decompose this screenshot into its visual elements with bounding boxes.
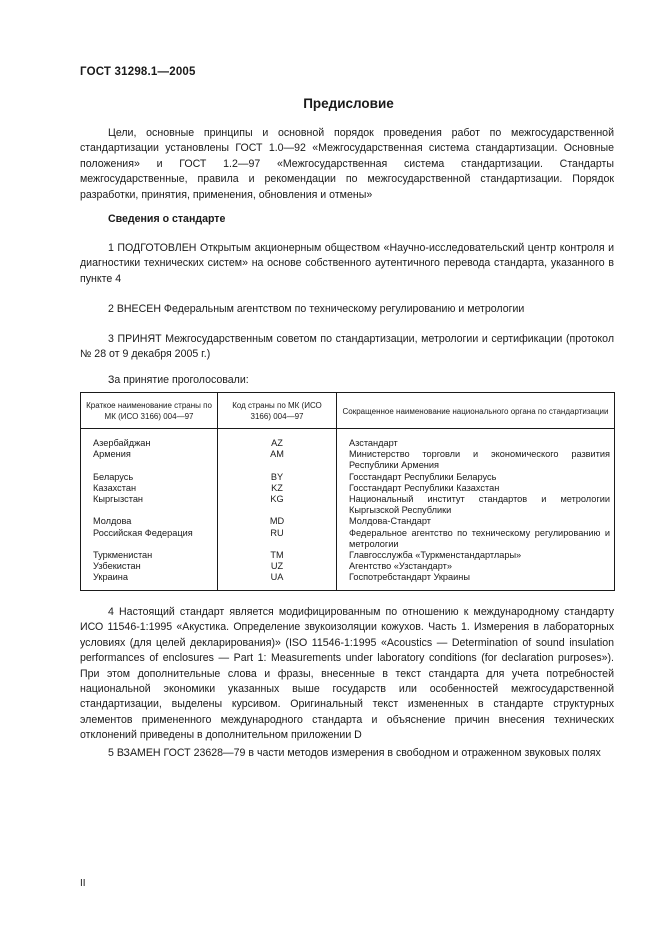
standards-body: Госстандарт Республики Казахстан (337, 483, 615, 494)
country-code: UZ (218, 561, 337, 572)
country-code: MD (218, 516, 337, 527)
country-code: AZ (218, 429, 337, 450)
page-number: II (80, 878, 86, 889)
table-intro: За принятие проголосовали: (108, 374, 249, 386)
header-standards-body: Сокращенное наименование национального органа по стандартизации (337, 393, 615, 429)
item-1-paragraph: 1 ПОДГОТОВЛЕН Открытым акционерным обществом «Научно-исследовательский центр контроля и диагностики технических систем» на основе собственного аутентичного перевода стандарта, указанного в пункте 4 (80, 242, 614, 285)
table-header-row (81, 393, 615, 429)
country-code: TM (218, 550, 337, 561)
table-row (81, 572, 615, 590)
document-header: ГОСТ 31298.1—2005 (80, 66, 196, 78)
standards-body: Госстандарт Республики Беларусь (337, 472, 615, 483)
country-code: BY (218, 472, 337, 483)
section-heading: Сведения о стандарте (108, 213, 226, 225)
country-name: Армения (81, 449, 218, 471)
country-name: Узбекистан (81, 561, 218, 572)
country-name: Кыргызстан (81, 494, 218, 516)
item-4-paragraph: 4 Настоящий стандарт является модифицированным по отношению к международному стандарту ИСО 11546-1:1995 «Акустика. Определение звукоизоляции кожухов. Часть 1. Измерения в лабораторных условиях (для целей декларирования)» (ISO 11546-1:1995 «Acoustics — Determination of sound insulation performances of enclosures — Part 1: Measurements under laboratory conditions (for declaration purposes»). При этом дополнительные слова и фразы, внесенные в текст стандарта для учета потребностей национальной экономики указанных выше государств или особенностей межгосударственной стандартизации, выделены курсивом. Оригинальный текст измененных в стандарте структурных элементов примененного международного стандарта и объяснение причин внесения технических отклонений приведены в дополнительном приложении D (80, 606, 614, 742)
country-code: KZ (218, 483, 337, 494)
standards-body: Главгосслужба «Туркменстандартлары» (337, 550, 615, 561)
header-country-name: Краткое наименование страны по МК (ИСО 3166) 004—97 (81, 393, 218, 429)
country-name: Молдова (81, 516, 218, 527)
standards-body: Молдова-Стандарт (337, 516, 615, 527)
country-name: Туркменистан (81, 550, 218, 561)
country-code: KG (218, 494, 337, 516)
standards-body: Госпотребстандарт Украины (337, 572, 615, 590)
country-code: RU (218, 528, 337, 550)
header-country-code: Код страны по МК (ИСО 3166) 004—97 (218, 393, 337, 429)
standards-body: Министерство торговли и экономического развития Республики Армения (337, 449, 615, 471)
table-row (81, 449, 615, 471)
item-2-paragraph: 2 ВНЕСЕН Федеральным агентством по техническому регулированию и метрологии (108, 303, 525, 315)
country-name: Российская Федерация (81, 528, 218, 550)
standards-body: Азстандарт (337, 429, 615, 450)
table-row (81, 528, 615, 550)
standards-body: Агентство «Узстандарт» (337, 561, 615, 572)
country-code: AM (218, 449, 337, 471)
table-row (81, 494, 615, 516)
standards-body: Федеральное агентство по техническому регулированию и метрологии (337, 528, 615, 550)
table-row (81, 472, 615, 483)
item-3-paragraph: 3 ПРИНЯТ Межгосударственным советом по стандартизации, метрологии и сертификации (протокол № 28 от 9 декабря 2005 г.) (80, 333, 614, 361)
page-title: Предисловие (303, 96, 394, 111)
country-name: Азербайджан (81, 429, 218, 450)
table-row (81, 429, 615, 450)
table-row (81, 516, 615, 527)
table-row (81, 483, 615, 494)
table-row (81, 550, 615, 561)
item-5-paragraph: 5 ВЗАМЕН ГОСТ 23628—79 в части методов измерения в свободном и отраженном звуковых полях (108, 747, 601, 759)
standards-body: Национальный институт стандартов и метрологии Кыргызской Республики (337, 494, 615, 516)
country-code: UA (218, 572, 337, 590)
country-name: Украина (81, 572, 218, 590)
country-name: Казахстан (81, 483, 218, 494)
voting-table (80, 392, 615, 591)
country-name: Беларусь (81, 472, 218, 483)
intro-paragraph: Цели, основные принципы и основной порядок проведения работ по межгосударственной стандартизации установлены ГОСТ 1.0—92 «Межгосударственная система стандартизации. Основные положения» и ГОСТ 1.2—97 «Межгосударственная система стандартизации. Стандарты межгосударственные, правила и рекомендации по межгосударственной стандартизации. Порядок разработки, принятия, применения, обновления и отмены» (80, 127, 614, 201)
table-row (81, 561, 615, 572)
